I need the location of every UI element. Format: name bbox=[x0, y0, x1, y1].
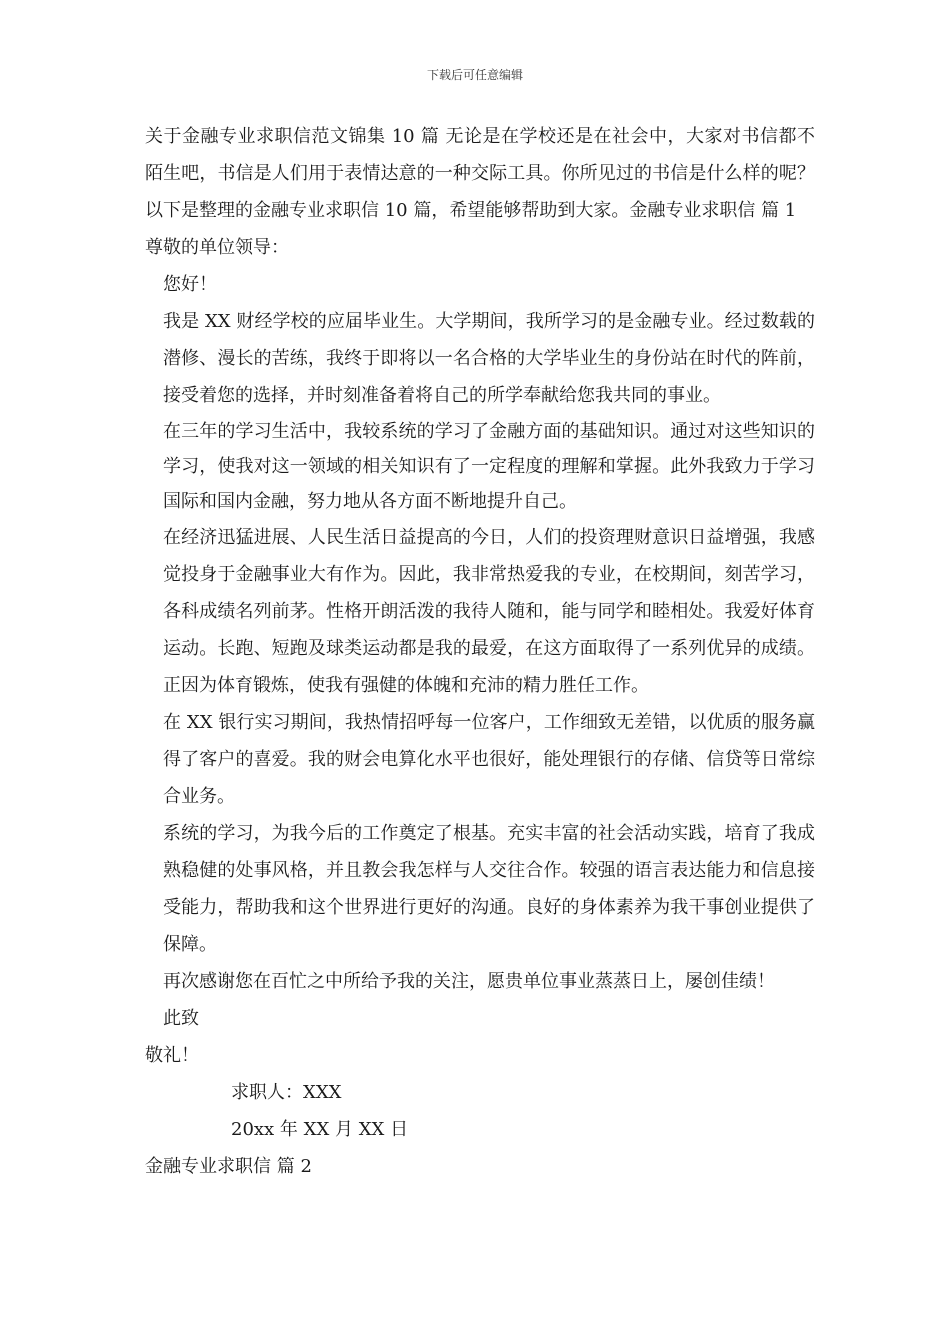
body-paragraph-6: 再次感谢您在百忙之中所给予我的关注，愿贵单位事业蒸蒸日上，屡创佳绩！ bbox=[163, 971, 775, 992]
body-paragraph-5: 系统的学习，为我今后的工作奠定了根基。充实丰富的社会活动实践，培育了我成熟稳健的处事风格，并且教会我怎样与人交往合作。较强的语言表达能力和信息接受能力，帮助我和这个世界进行更好的沟通。良好的身体素养为我干事创业提供了保障。 bbox=[163, 823, 815, 955]
signer: 求职人：XXX bbox=[231, 1082, 342, 1103]
body-paragraph-2: 在三年的学习生活中，我较系统的学习了金融方面的基础知识。通过对这些知识的学习，使我对这一领域的相关知识有了一定程度的理解和掌握。此外我致力于学习国际和国内金融，努力地从各方面不断地提升自己。 bbox=[163, 421, 815, 512]
greeting: 您好！ bbox=[163, 274, 217, 295]
document-body bbox=[145, 118, 815, 1185]
closing-line-1: 此致 bbox=[163, 1008, 199, 1029]
closing-line-2: 敬礼！ bbox=[145, 1045, 199, 1066]
intro-paragraph: 关于金融专业求职信范文锦集 10 篇 无论是在学校还是在社会中，大家对书信都不陌生吧，书信是人们用于表情达意的一种交际工具。你所见过的书信是什么样的呢？以下是整理的金融专业求职信 10 篇，希望能够帮助到大家。金融专业求职信 篇 1 bbox=[145, 126, 815, 221]
salutation: 尊敬的单位领导： bbox=[145, 237, 289, 258]
body-paragraph-3: 在经济迅猛进展、人民生活日益提高的今日，人们的投资理财意识日益增强，我感觉投身于金融事业大有作为。因此，我非常热爱我的专业，在校期间，刻苦学习，各科成绩名列前茅。性格开朗活泼的我待人随和，能与同学和睦相处。我爱好体育运动。长跑、短跑及球类运动都是我的最爱，在这方面取得了一系列优异的成绩。正因为体育锻炼，使我有强健的体魄和充沛的精力胜任工作。 bbox=[163, 527, 815, 696]
body-paragraph-1: 我是 XX 财经学校的应届毕业生。大学期间，我所学习的是金融专业。经过数载的潜修、漫长的苦练，我终于即将以一名合格的大学毕业生的身份站在时代的阵前，接受着您的选择，并时刻准备着将自己的所学奉献给您我共同的事业。 bbox=[163, 311, 815, 406]
page-header-note: 下载后可任意编辑 bbox=[426, 68, 523, 82]
next-letter-title: 金融专业求职信 篇 2 bbox=[145, 1156, 312, 1177]
body-paragraph-4: 在 XX 银行实习期间，我热情招呼每一位客户，工作细致无差错，以优质的服务赢得了客户的喜爱。我的财会电算化水平也很好，能处理银行的存储、信贷等日常综合业务。 bbox=[163, 712, 815, 807]
signature-date: 20xx 年 XX 月 XX 日 bbox=[231, 1119, 409, 1140]
